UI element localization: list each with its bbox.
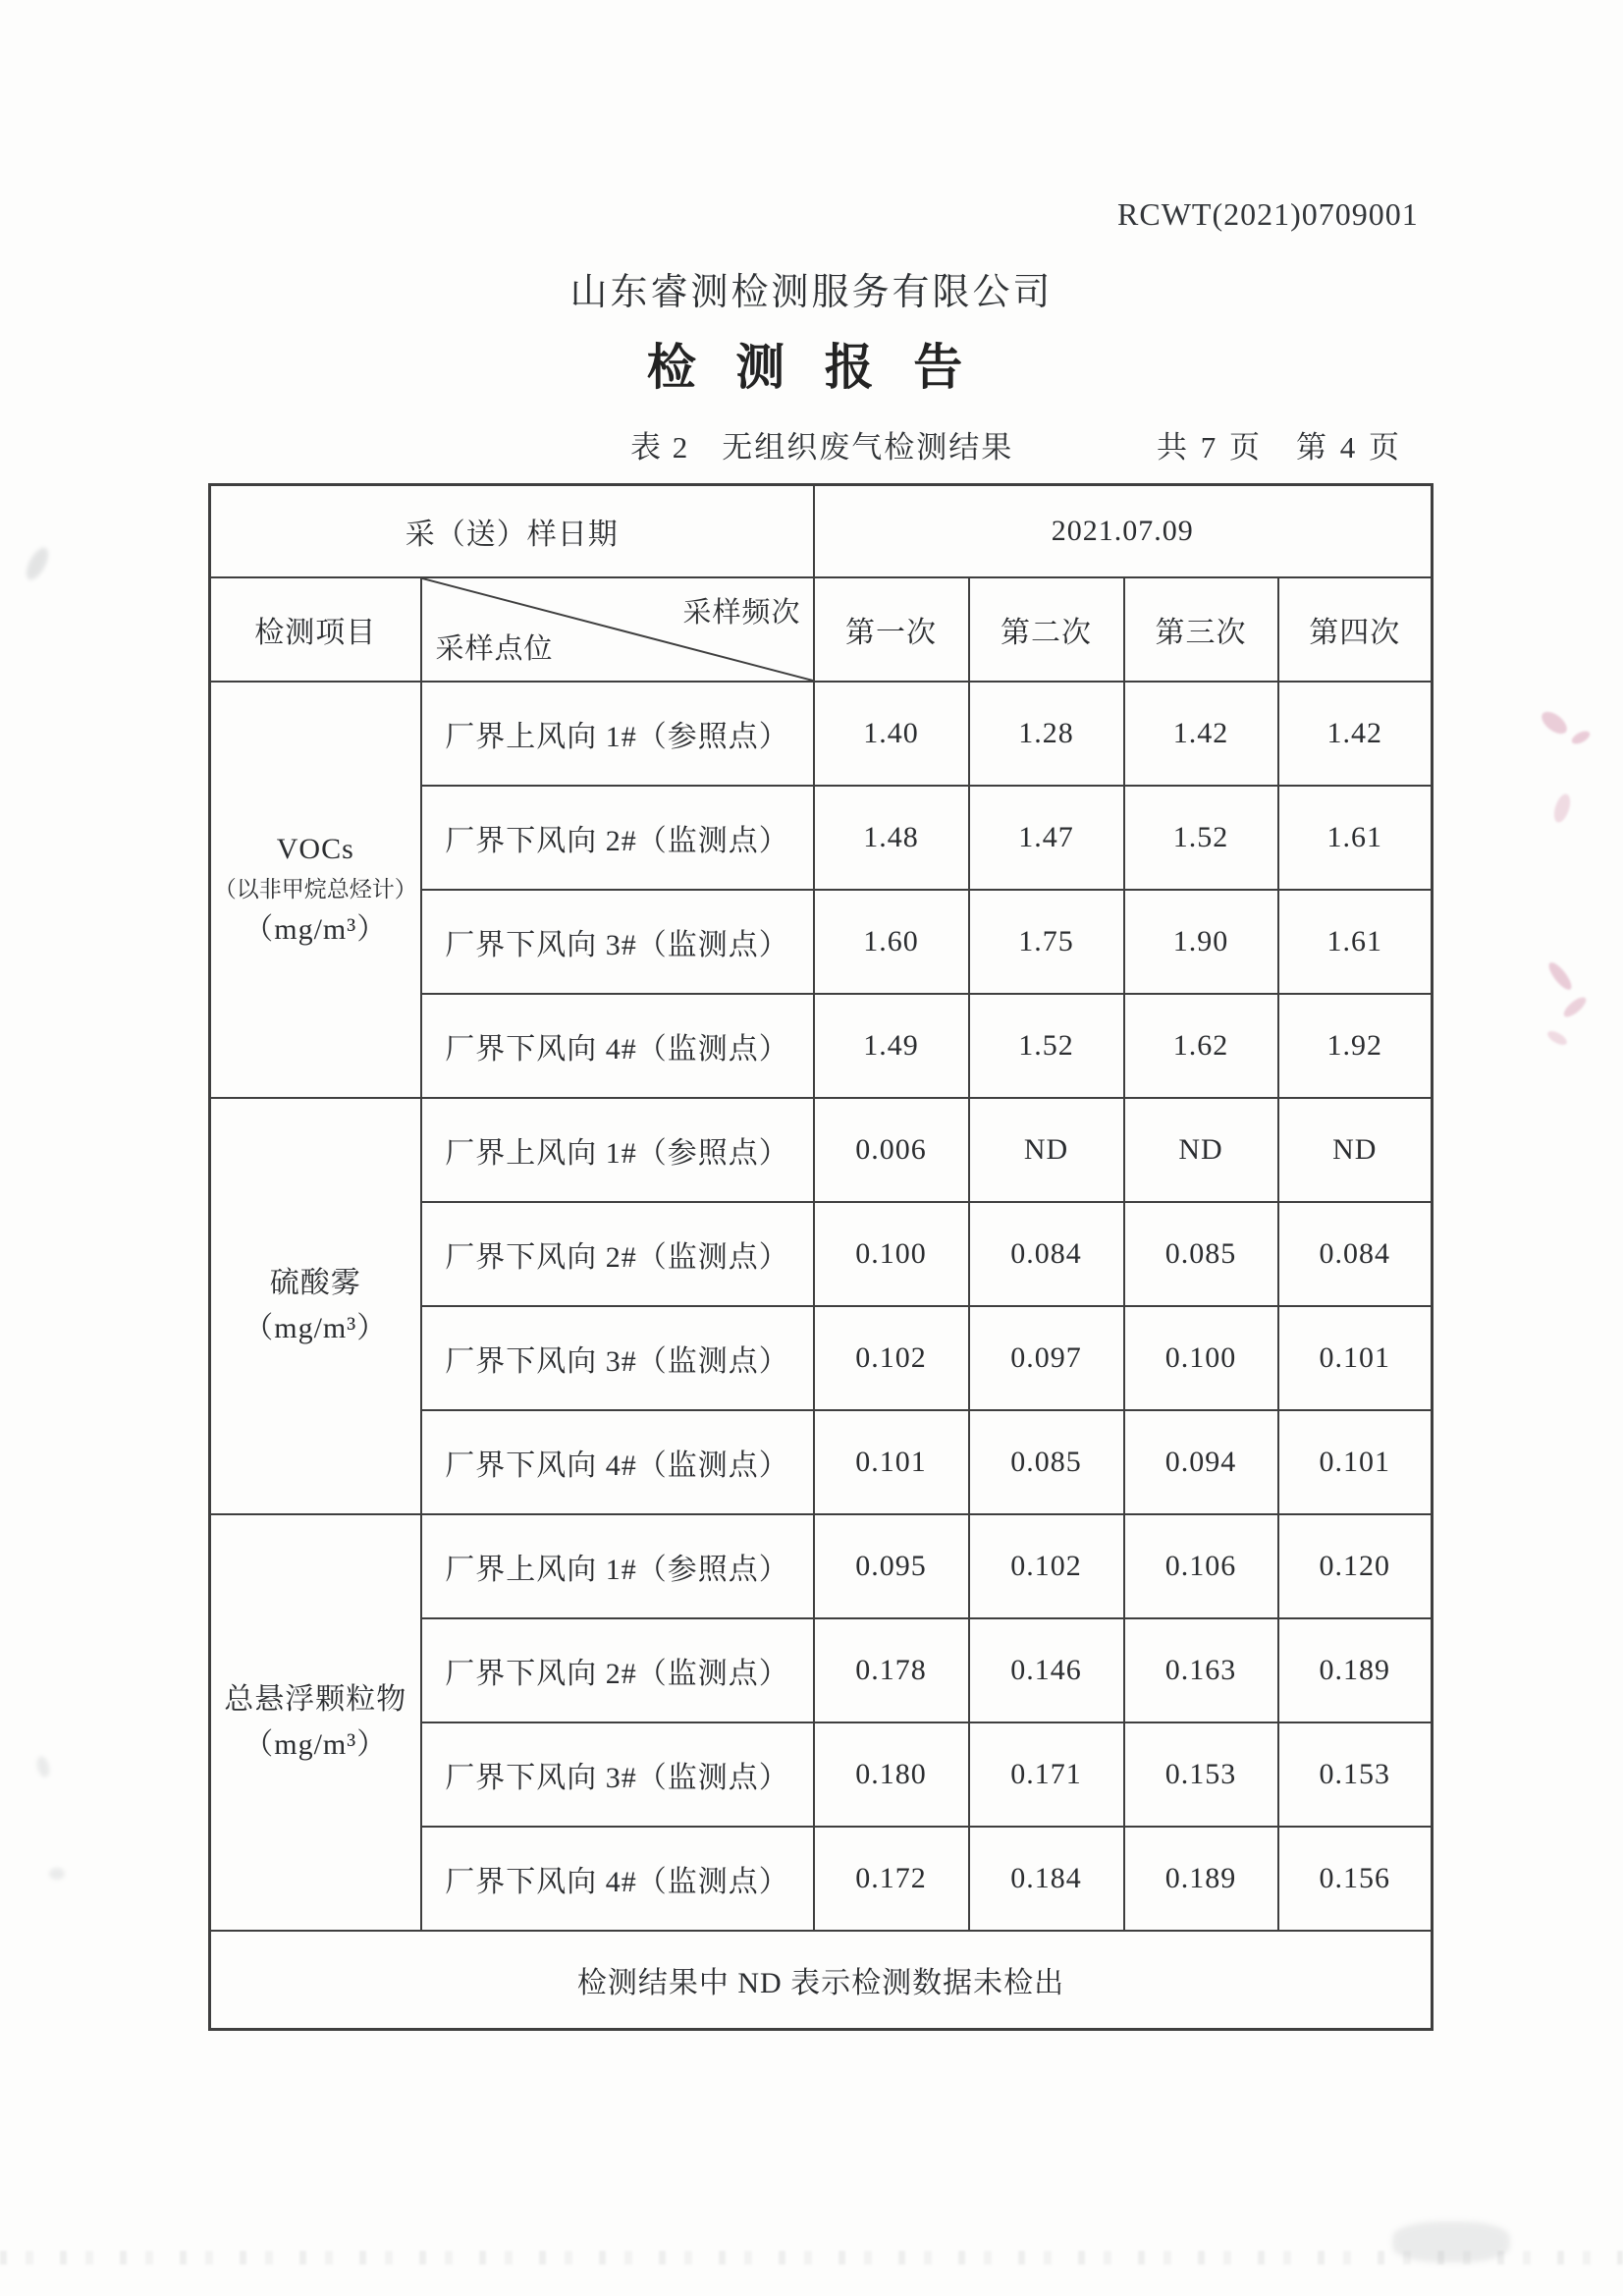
date-value: 2021.07.09 xyxy=(814,485,1433,578)
sampling-point: 厂界下风向 2#（监测点） xyxy=(421,1618,814,1722)
result-value: 0.101 xyxy=(814,1410,969,1514)
stamp-bleed-mark xyxy=(1570,729,1592,746)
freq-header-1: 第一次 xyxy=(814,577,969,682)
result-value: 0.101 xyxy=(1278,1410,1433,1514)
table-row xyxy=(210,1098,1433,1202)
stamp-bleed-mark xyxy=(1551,793,1574,825)
result-value: 0.153 xyxy=(1124,1722,1278,1827)
result-value: 1.90 xyxy=(1124,890,1278,994)
table-row xyxy=(210,1514,1433,1618)
result-value: 0.101 xyxy=(1278,1306,1433,1410)
sampling-point: 厂界下风向 4#（监测点） xyxy=(421,1410,814,1514)
table-header-row xyxy=(210,577,1433,682)
section-label-tsp xyxy=(210,1514,421,1931)
section-label-line: 总悬浮颗粒物 xyxy=(224,1682,407,1716)
section-label-vocs xyxy=(210,682,421,1098)
result-value: ND xyxy=(1278,1098,1433,1202)
sampling-point: 厂界上风向 1#（参照点） xyxy=(421,1098,814,1202)
sampling-point: 厂界上风向 1#（参照点） xyxy=(421,1514,814,1618)
company-name: 山东睿测检测服务有限公司 xyxy=(569,272,1054,313)
result-value: 0.172 xyxy=(814,1827,969,1931)
stamp-bleed-mark xyxy=(1561,994,1590,1019)
result-value: ND xyxy=(969,1098,1124,1202)
freq-header-2: 第二次 xyxy=(969,577,1124,682)
result-value: 0.085 xyxy=(1124,1202,1278,1306)
result-value: 1.42 xyxy=(1124,682,1278,786)
result-value: 1.61 xyxy=(1278,786,1433,890)
result-value: 0.106 xyxy=(1124,1514,1278,1618)
result-value: 1.62 xyxy=(1124,994,1278,1098)
table-row xyxy=(210,485,1433,578)
result-value: 0.146 xyxy=(969,1618,1124,1722)
result-value: 1.61 xyxy=(1278,890,1433,994)
table-caption: 表 2 无组织废气检测结果 xyxy=(630,430,1014,465)
section-label-sulfuric-acid-mist xyxy=(210,1098,421,1514)
section-label-line: （mg/m³） xyxy=(243,1728,388,1761)
nd-note: 检测结果中 ND 表示检测数据未检出 xyxy=(210,1931,1433,2030)
result-value: 1.40 xyxy=(814,682,969,786)
result-value: 0.163 xyxy=(1124,1618,1278,1722)
result-value: 0.085 xyxy=(969,1410,1124,1514)
page-title: 检 测 报 告 xyxy=(646,340,977,395)
result-value: 0.102 xyxy=(969,1514,1124,1618)
result-value: 0.100 xyxy=(814,1202,969,1306)
sampling-point: 厂界下风向 3#（监测点） xyxy=(421,890,814,994)
result-value: 0.100 xyxy=(1124,1306,1278,1410)
result-value: 0.102 xyxy=(814,1306,969,1410)
result-value: 0.184 xyxy=(969,1827,1124,1931)
item-header: 检测项目 xyxy=(210,577,421,682)
freq-header-3: 第三次 xyxy=(1124,577,1278,682)
scan-edge-noise xyxy=(0,2251,1623,2265)
report-number: RCWT(2021)0709001 xyxy=(1117,196,1419,232)
scan-smudge xyxy=(49,1868,65,1880)
result-value: 0.178 xyxy=(814,1618,969,1722)
sampling-point: 厂界下风向 4#（监测点） xyxy=(421,1827,814,1931)
stamp-bleed-mark xyxy=(1545,1028,1569,1048)
result-value: 0.120 xyxy=(1278,1514,1433,1618)
scan-corner-blot xyxy=(1392,2221,1510,2263)
result-value: 0.095 xyxy=(814,1514,969,1618)
result-value: 0.097 xyxy=(969,1306,1124,1410)
diagonal-header-cell xyxy=(421,577,814,682)
sampling-point: 厂界下风向 4#（监测点） xyxy=(421,994,814,1098)
stamp-bleed-mark xyxy=(1538,707,1570,738)
result-value: ND xyxy=(1124,1098,1278,1202)
diagonal-label-point: 采样点位 xyxy=(435,633,554,665)
scan-smudge xyxy=(22,544,52,582)
table-row xyxy=(210,682,1433,786)
freq-header-4: 第四次 xyxy=(1278,577,1433,682)
result-value: 1.52 xyxy=(969,994,1124,1098)
result-value: 0.006 xyxy=(814,1098,969,1202)
result-value: 0.094 xyxy=(1124,1410,1278,1514)
section-label-line: 硫酸雾（mg/m³） xyxy=(243,1266,388,1344)
result-value: 0.171 xyxy=(969,1722,1124,1827)
result-value: 0.084 xyxy=(969,1202,1124,1306)
result-value: 0.153 xyxy=(1278,1722,1433,1827)
result-value: 1.42 xyxy=(1278,682,1433,786)
result-value: 1.52 xyxy=(1124,786,1278,890)
result-value: 1.60 xyxy=(814,890,969,994)
result-value: 0.189 xyxy=(1278,1618,1433,1722)
section-label-line: （mg/m³） xyxy=(243,912,388,946)
sampling-point: 厂界下风向 2#（监测点） xyxy=(421,1202,814,1306)
sampling-point: 厂界下风向 2#（监测点） xyxy=(421,786,814,890)
stamp-bleed-mark xyxy=(1545,959,1575,993)
scan-smudge xyxy=(34,1755,51,1778)
result-value: 0.180 xyxy=(814,1722,969,1827)
sampling-point: 厂界下风向 3#（监测点） xyxy=(421,1722,814,1827)
sampling-point: 厂界下风向 3#（监测点） xyxy=(421,1306,814,1410)
sampling-point: 厂界上风向 1#（参照点） xyxy=(421,682,814,786)
date-label: 采（送）样日期 xyxy=(210,485,814,578)
results-table xyxy=(208,483,1434,2031)
result-value: 1.49 xyxy=(814,994,969,1098)
section-label-line: （以非甲烷总烃计） xyxy=(213,877,417,902)
table-note-row xyxy=(210,1931,1433,2030)
section-label-line: VOCs xyxy=(276,832,354,865)
result-value: 1.92 xyxy=(1278,994,1433,1098)
result-value: 1.48 xyxy=(814,786,969,890)
result-value: 1.75 xyxy=(969,890,1124,994)
page-indicator: 共 7 页 第 4 页 xyxy=(1157,430,1402,465)
result-value: 0.189 xyxy=(1124,1827,1278,1931)
result-value: 0.156 xyxy=(1278,1827,1433,1931)
diagonal-label-frequency: 采样频次 xyxy=(682,597,801,629)
result-value: 1.47 xyxy=(969,786,1124,890)
result-value: 0.084 xyxy=(1278,1202,1433,1306)
result-value: 1.28 xyxy=(969,682,1124,786)
